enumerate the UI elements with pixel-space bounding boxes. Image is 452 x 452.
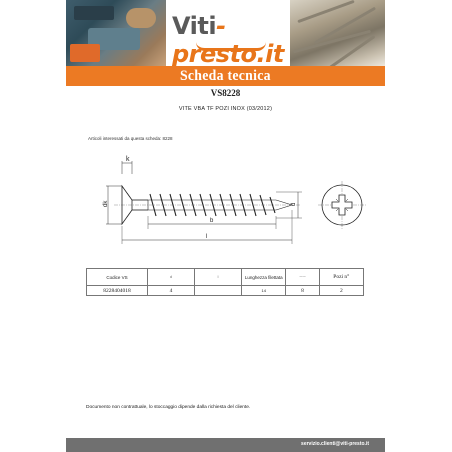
table-header-row bbox=[87, 269, 364, 286]
header-pozi: Pozi n° bbox=[319, 269, 363, 286]
cell-lunghezza: 14 bbox=[242, 286, 286, 296]
cell-pozi: 2 bbox=[319, 286, 363, 296]
table-row bbox=[87, 286, 364, 296]
datasheet-page bbox=[66, 0, 385, 452]
header-lunghezza: Lunghezza filettata bbox=[242, 269, 286, 286]
pozidriv-head-icon bbox=[318, 181, 366, 229]
header-d: d bbox=[147, 269, 194, 286]
cell-l bbox=[195, 286, 242, 296]
label-d: d bbox=[291, 202, 297, 206]
label-l: l bbox=[206, 234, 208, 240]
logo-text-presto: -presto.it bbox=[172, 12, 284, 66]
label-b: b bbox=[210, 218, 214, 224]
logo-text-viti: Viti bbox=[172, 12, 217, 40]
cell-codice: 8228404018 bbox=[87, 286, 148, 296]
header-quantita: ─·─ bbox=[286, 269, 319, 286]
page-title: Scheda tecnica bbox=[180, 67, 271, 84]
screw-technical-drawing bbox=[86, 154, 366, 254]
header-banner bbox=[66, 0, 385, 66]
cell-quantita: 8 bbox=[286, 286, 319, 296]
label-dk: dk bbox=[103, 200, 109, 207]
articles-text: Articoli interessati da questa scheda: 8228 bbox=[88, 136, 173, 141]
brand-logo[interactable] bbox=[166, 0, 290, 66]
header-codice: Codice VS bbox=[87, 269, 148, 286]
product-code: VS8228 bbox=[210, 88, 241, 98]
disclaimer-note: Documento non contrattuale, lo stoccaggio dipende dalla richiesta del cliente. bbox=[86, 405, 251, 410]
label-k: k bbox=[126, 156, 130, 163]
tools-photo bbox=[66, 0, 166, 66]
header-l: l bbox=[195, 269, 242, 286]
screws-photo bbox=[290, 0, 385, 66]
footer-bar bbox=[66, 438, 385, 452]
title-bar bbox=[66, 66, 385, 86]
product-description: VITE VBA TF POZI INOX (03/2012) bbox=[178, 106, 273, 112]
spec-table bbox=[86, 268, 364, 296]
footer-email-link[interactable]: servizio.clienti@viti-presto.it bbox=[301, 441, 369, 447]
cell-d: 4 bbox=[147, 286, 194, 296]
logo-swoosh-icon bbox=[196, 42, 266, 51]
